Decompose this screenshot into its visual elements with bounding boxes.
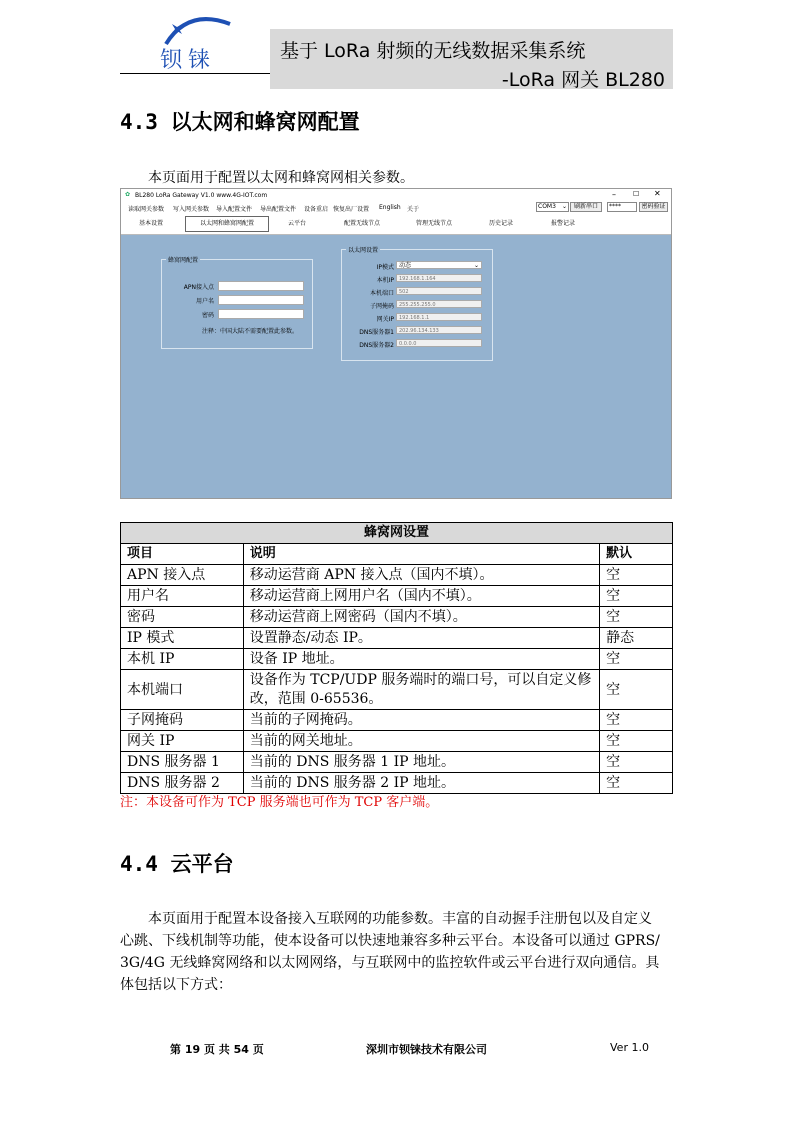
chevron-down-icon: ⌄ [473,262,479,269]
port-select-value: COM3 [538,203,556,210]
app-icon: ✿ [125,191,131,198]
tab-manage-nodes[interactable]: 管理无线节点 [415,220,452,227]
table-row [121,565,673,586]
section-heading-4-4: 4.4 云平台 [120,852,234,876]
minimize-icon[interactable]: – [612,190,616,199]
table-cell: 空 [600,773,673,794]
table-cell: 本机 IP [121,649,244,670]
password-label: 密码 [201,312,214,319]
footer-company: 深圳市钡铼技术有限公司 [366,1043,487,1056]
table-title-row [121,523,673,544]
ip-mode-label: IP模式 [376,264,394,271]
gateway-ip-label: 网关IP [376,316,394,323]
tab-ethernet-cellular[interactable]: 以太网和蜂窝网配置 [185,216,269,232]
ethernet-legend: 以太网设置 [348,247,379,254]
table-row [121,628,673,649]
menu-restart[interactable]: 设备重启 [304,206,329,213]
app-menubar [121,202,671,212]
table-cell: 空 [600,670,673,710]
table-cell: 移动运营商上网密码（国内不填）。 [243,607,599,628]
table-cell: 当前的 DNS 服务器 1 IP 地址。 [243,752,599,773]
table-row [121,607,673,628]
tab-config-nodes[interactable]: 配置无线节点 [343,220,380,227]
table-cell: DNS 服务器 1 [121,752,244,773]
table-header-default: 默认 [600,544,673,565]
section-intro: 本页面用于配置以太网和蜂窝网相关参数。 [148,170,414,186]
table-note: 注：本设备可作为 TCP 服务端也可作为 TCP 客户端。 [120,795,439,810]
section-body-line: 本页面用于配置本设备接入互联网的功能参数。丰富的自动握手注册包以及自定义 [148,911,652,927]
table-cell: 空 [600,565,673,586]
table-row [121,710,673,731]
table-cell: 空 [600,710,673,731]
page-number: 第 19 页 共 54 页 [170,1043,264,1056]
tab-basic-settings[interactable]: 基本设置 [138,220,163,227]
app-window-title: BL280 LoRa Gateway V1.0 www.4G-IOT.com [135,192,268,199]
table-header-desc: 说明 [243,544,599,565]
table-header-row [121,544,673,565]
table-cell: 空 [600,752,673,773]
table-row [121,586,673,607]
table-cell: APN 接入点 [121,565,244,586]
table-cell: 移动运营商上网用户名（国内不填）。 [243,586,599,607]
section-body-line: 3G/4G 无线蜂窝网络和以太网网络，与互联网中的监控软件或云平台进行双向通信。具 [120,955,660,971]
table-cell: 空 [600,731,673,752]
table-cell: IP 模式 [121,628,244,649]
header-divider [120,73,270,74]
local-port-label: 本机端口 [369,290,394,297]
table-cell: 本机端口 [121,670,244,710]
menu-english[interactable]: English [379,204,401,211]
table-cell: 网关 IP [121,731,244,752]
table-cell: 空 [600,607,673,628]
password-input[interactable]: **** [607,202,637,212]
verify-password-button[interactable]: 密码验证 [639,202,668,212]
close-icon[interactable]: ✕ [654,189,661,198]
table-cell: 设置静态/动态 IP。 [243,628,599,649]
refresh-port-button[interactable]: 刷新串口 [570,202,602,212]
table-cell: 静态 [600,628,673,649]
table-header-item: 项目 [121,544,244,565]
chevron-down-icon: ⌄ [561,203,567,210]
subnet-mask-input[interactable]: 255.255.255.0 [396,300,482,308]
app-window [120,188,672,499]
header-title: 基于 LoRa 射频的无线数据采集系统 [280,40,586,62]
table-cell: DNS 服务器 2 [121,773,244,794]
table-row [121,670,673,710]
section-body-line: 心跳、下线机制等功能，使本设备可以快速地兼容多种云平台。本设备可以通过 GPRS/ [120,933,660,949]
table-cell: 当前的 DNS 服务器 2 IP 地址。 [243,773,599,794]
maximize-icon[interactable]: ☐ [633,190,640,198]
ip-mode-value: 动态 [399,262,412,269]
port-select[interactable] [536,202,569,212]
table-cell: 空 [600,649,673,670]
header-subtitle: -LoRa 网关 BL280 [501,69,665,91]
menu-read-params[interactable]: 读取网关参数 [128,206,165,213]
dns1-label: DNS服务器1 [359,329,394,336]
dns2-label: DNS服务器2 [359,342,394,349]
section-heading-4-3: 4.3 以太网和蜂窝网配置 [120,110,360,134]
username-input[interactable] [218,295,304,305]
app-titlebar [121,189,671,200]
dns2-input[interactable]: 0.0.0.0 [396,339,482,347]
apn-input[interactable] [218,281,304,291]
username-label: 用户名 [195,298,214,305]
menu-about[interactable]: 关于 [407,206,420,213]
table-cell: 子网掩码 [121,710,244,731]
cell-password-input[interactable] [218,309,304,319]
dns1-input[interactable]: 202.96.134.133 [396,326,482,334]
table-cell: 密码 [121,607,244,628]
menu-export-config[interactable]: 导出配置文件 [260,206,297,213]
table-title: 蜂窝网设置 [121,523,673,544]
table-cell: 设备 IP 地址。 [243,649,599,670]
section-body-line: 体包括以下方式： [120,977,232,993]
menu-import-config[interactable]: 导入配置文件 [216,206,253,213]
gateway-ip-input[interactable]: 192.168.1.1 [396,313,482,321]
table-cell: 空 [600,586,673,607]
apn-label: APN接入点 [183,284,214,291]
table-cell: 移动运营商 APN 接入点（国内不填）。 [243,565,599,586]
local-port-input[interactable]: 502 [396,287,482,295]
ip-mode-select[interactable] [396,261,482,269]
table-row [121,752,673,773]
cellular-group [161,259,313,349]
tab-alarm-records[interactable]: 报警记录 [550,220,575,227]
table-row [121,649,673,670]
table-cell: 当前的子网掩码。 [243,710,599,731]
cellular-note: 注释：中国大陆不需要配置此参数。 [202,328,299,335]
local-ip-input[interactable]: 192.168.1.164 [396,274,482,282]
table-row [121,731,673,752]
table-cell: 用户名 [121,586,244,607]
cellular-legend: 蜂窝网配置 [168,257,199,264]
footer-version: Ver 1.0 [610,1041,649,1054]
menu-factory-reset[interactable]: 恢复出厂设置 [333,206,370,213]
subnet-mask-label: 子网掩码 [369,303,394,310]
local-ip-label: 本机IP [376,277,394,284]
logo-text: 钡铼 [160,48,217,73]
settings-panel [121,235,671,498]
app-tabbar [121,214,671,235]
ethernet-group [341,249,493,361]
cellular-settings-table [120,522,673,794]
tab-history[interactable]: 历史记录 [488,220,513,227]
tab-cloud-platform[interactable]: 云平台 [287,220,306,227]
menu-write-params[interactable]: 写入网关参数 [173,206,210,213]
table-cell: 设备作为 TCP/UDP 服务端时的端口号，可以自定义修改，范围 0-65536。 [243,670,599,710]
table-cell: 当前的网关地址。 [243,731,599,752]
